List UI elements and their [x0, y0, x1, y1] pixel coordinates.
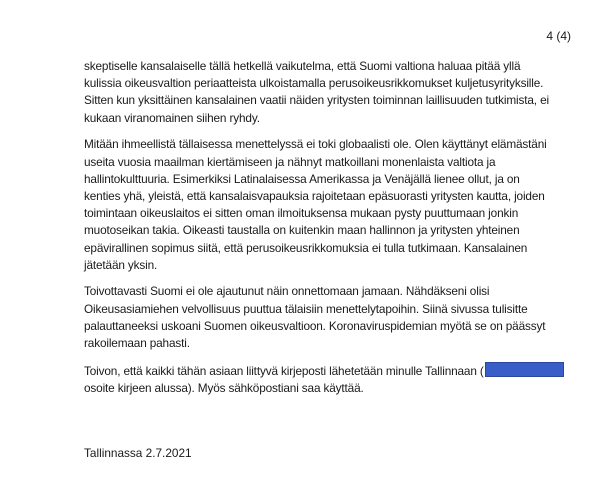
place-and-date: Tallinnassa 2.7.2021	[84, 446, 192, 460]
text-line: epävirallinen sopimus siitä, että perusoikeusrikkomuksia ei tulla tutkimaan. Kansalainen	[84, 240, 528, 255]
text-fragment: Toivon, että kaikki tähän asiaan liittyvä kirjeposti lähetetään minulle Tallinnaan (	[84, 363, 484, 378]
paragraph-1	[84, 58, 584, 127]
text-line: kulissia oikeusvaltion periaatteista ulkoistamalla perusoikeusrikkomukset kuljetusyrityksille.	[84, 76, 544, 91]
text-line: kenties yhä, yleistä, että kansalaisvapauksia rajoitetaan epäsuorasti yritysten kautta, joiden	[84, 188, 545, 203]
paragraph-2	[84, 136, 584, 274]
text-line: Oikeusasiamiehen velvollisuus puuttua tälaisiin menettelytapoihin. Siinä sivussa tulisitte	[84, 301, 528, 316]
page-number: 4 (4)	[546, 29, 571, 43]
text-line: osoite kirjeen alussa). Myös sähköpostiani saa käyttää.	[84, 380, 364, 395]
text-line: rakoilemaan pahasti.	[84, 336, 190, 351]
text-line: Mitään ihmeellistä tällaisessa menettelyssä ei toki globaalisti ole. Olen käyttänyt elämästäni	[84, 137, 547, 152]
text-line	[84, 362, 584, 380]
text-line: kukaan viranomainen siihen ryhdy.	[84, 110, 260, 125]
paragraph-4	[84, 362, 584, 397]
text-line: jätetään yksin.	[84, 257, 158, 272]
redaction-box	[485, 362, 564, 377]
text-line: useita vuosia maailman kiertämiseen ja nähnyt matkoillani monenlaista valtiota ja	[84, 154, 496, 169]
text-line: skeptiselle kansalaiselle tällä hetkellä vaikutelma, että Suomi valtiona haluaa pitää yllä	[84, 59, 521, 73]
text-line: Sitten kun yksittäinen kansalainen vaatii näiden yritysten toiminnan laillisuuden tutkimista, ei	[84, 93, 549, 108]
text-line: palauttaneeksi uskoani Suomen oikeusvaltioon. Koronaviruspidemian myötä se on päässyt	[84, 318, 546, 333]
text-line: Toivottavasti Suomi ei ole ajautunut näin onnettomaan jamaan. Nähdäkseni olisi	[84, 284, 490, 299]
text-line: toimintaan oikeuslaitos ei sitten oman ilmoituksensa mukaan pysty puuttumaan jonkin	[84, 206, 519, 221]
paragraph-3	[84, 283, 584, 352]
text-line: hallintokulttuuria. Esimerkiksi Latinalaisessa Amerikassa ja Venäjällä lienee ollut, ja on	[84, 171, 520, 186]
text-line: muotoseikan takia. Oikeasti taustalla on kuitenkin maan hallinnon ja yritysten yhteinen	[84, 223, 520, 238]
letter-body	[84, 58, 584, 407]
